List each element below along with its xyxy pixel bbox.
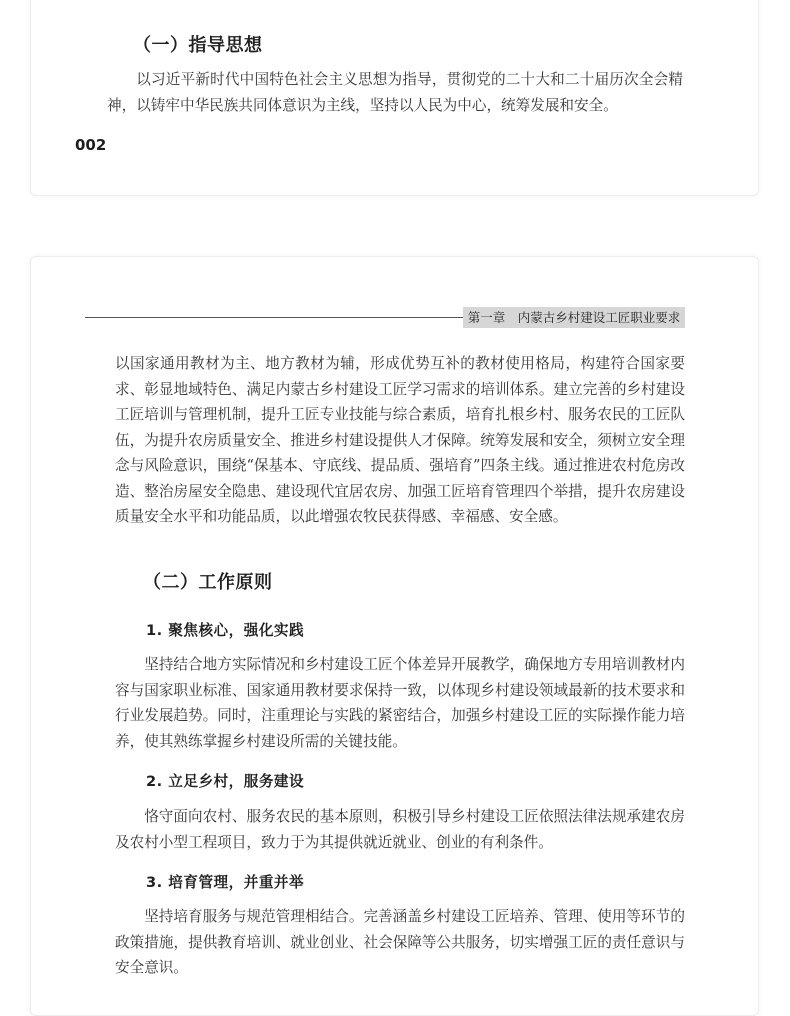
principle-1-text: 坚持结合地方实际情况和乡村建设工匠个体差异开展教学，确保地方专用培训教材内容与国家职业标准、国家通用教材要求保持一致，以体现乡村建设领域最新的技术要求和行业发展趋势。同时，注重理论与实践的紧密结合，加强乡村建设工匠的实际操作能力培养，使其熟练掌握乡村建设所需的关键技能。 [115,656,685,750]
guiding-thought-paragraph: 以习近平新时代中国特色社会主义思想为指导，贯彻党的二十大和二十届历次全会精神，以铸牢中华民族共同体意识为主线，坚持以人民为中心，统筹发展和安全。 [107,71,683,114]
page-number: 002 [75,136,107,154]
principle-3-text: 坚持培育服务与规范管理相结合。完善涵盖乡村建设工匠培养、管理、使用等环节的政策措施，提供教育培训、就业创业、社会保障等公共服务，切实增强工匠的责任意识与安全意识。 [115,908,685,976]
section-heading-guiding-thought: （一）指导思想 [133,35,263,56]
principle-2-text: 恪守面向农村、服务农民的基本原则，积极引导乡村建设工匠依照法律法规承建农房及农村小型工程项目，致力于为其提供就近就业、创业的有利条件。 [115,808,685,851]
principle-3-title: 3. 培育管理，并重并举 [146,874,305,891]
header-rule [85,317,463,318]
section-heading-work-principles: （二）工作原则 [143,572,273,593]
principle-2-title: 2. 立足乡村，服务建设 [146,773,305,790]
principle-1-title: 1. 聚焦核心，强化实践 [146,622,305,639]
chapter-header-tag: 第一章 内蒙古乡村建设工匠职业要求 [463,307,685,328]
intro-paragraph: 以国家通用教材为主、地方教材为辅，形成优势互补的教材使用格局，构建符合国家要求、彰显地域特色、满足内蒙古乡村建设工匠学习需求的培训体系。建立完善的乡村建设工匠培训与管理机制，提升工匠专业技能与综合素质，培育扎根乡村、服务农民的工匠队伍，为提升农房质量安全、推进乡村建设提供人才保障。统筹发展和安全，须树立安全理念与风险意识，围绕“保基本、守底线、提品质、强培育”四条主线。通过推进农村危房改造、整治房屋安全隐患、建设现代宜居农房、加强工匠培育管理四个举措，提升农房建设质量安全水平和功能品质，以此增强农牧民获得感、幸福感、安全感。 [115,355,685,525]
